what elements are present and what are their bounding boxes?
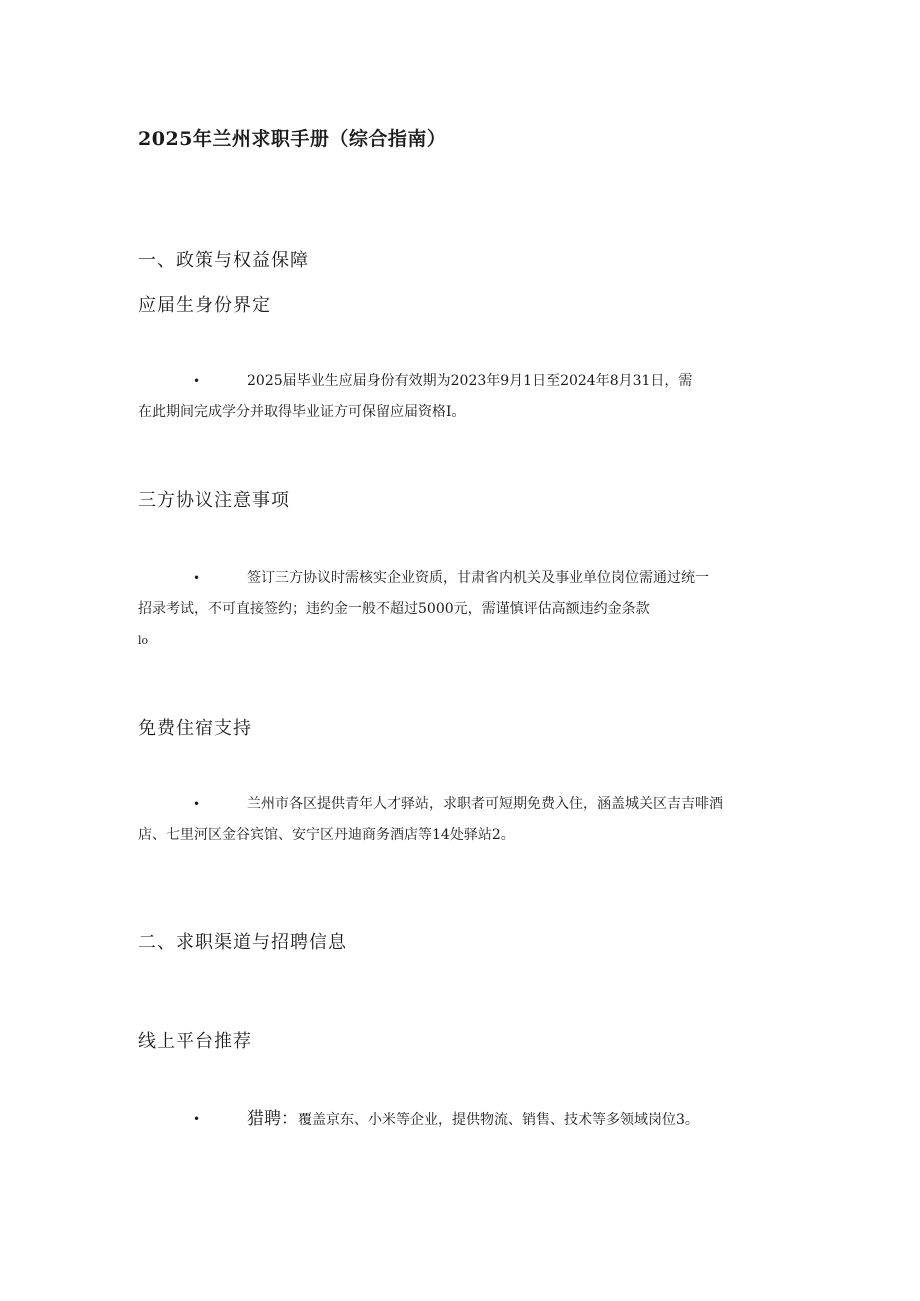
bullet-free-lodging [138, 789, 783, 851]
bullet-graduate-status [138, 366, 783, 428]
bullet-text-line: 签订三方协议时需核实企业资质，甘肃省内机关及事业单位岗位需通过统一 [247, 570, 709, 586]
platform-name: 猎聘： [247, 1109, 298, 1129]
platform-description: 覆盖京东、小米等企业，提供物流、销售、技术等多领域岗位3。 [298, 1112, 699, 1128]
bullet-text-line: 店、七里河区金谷宾馆、安宁区丹迪商务酒店等14处驿站2。 [138, 827, 515, 843]
bullet-tripartite [138, 563, 783, 656]
section-heading-policy: 一、政策与权益保障 [138, 250, 309, 271]
bullet-dot: • [193, 1112, 201, 1126]
section-heading-channels: 二、求职渠道与招聘信息 [138, 932, 347, 953]
bullet-text-line: 在此期间完成学分并取得毕业证方可保留应届资格I。 [138, 404, 466, 420]
subsection-heading-tripartite: 三方协议注意事项 [138, 490, 290, 511]
subsection-heading-online-platforms: 线上平台推荐 [138, 1031, 252, 1052]
bullet-text-line: 兰州市各区提供青年人才驿站，求职者可短期免费入住，涵盖城关区吉吉啡酒 [247, 796, 723, 812]
bullet-text-line: 招录考试，不可直接签约；违约金一般不超过5000元，需谨慎评估高额违约金条款 [138, 601, 650, 617]
bullet-dot: • [193, 797, 201, 811]
bullet-liepin [193, 1104, 783, 1136]
bullet-dot: • [193, 571, 201, 585]
subsection-heading-free-lodging: 免费住宿支持 [138, 718, 252, 739]
bullet-text-line: lo [138, 634, 149, 647]
bullet-dot: • [193, 374, 201, 388]
bullet-text-line: 2025届毕业生应届身份有效期为2023年9月1日至2024年8月31日，需 [247, 373, 693, 389]
bullet-text-line [193, 1104, 783, 1136]
subsection-heading-graduate-status: 应届生身份界定 [138, 295, 271, 316]
document-title: 2025年兰州求职手册（综合指南） [138, 128, 447, 150]
